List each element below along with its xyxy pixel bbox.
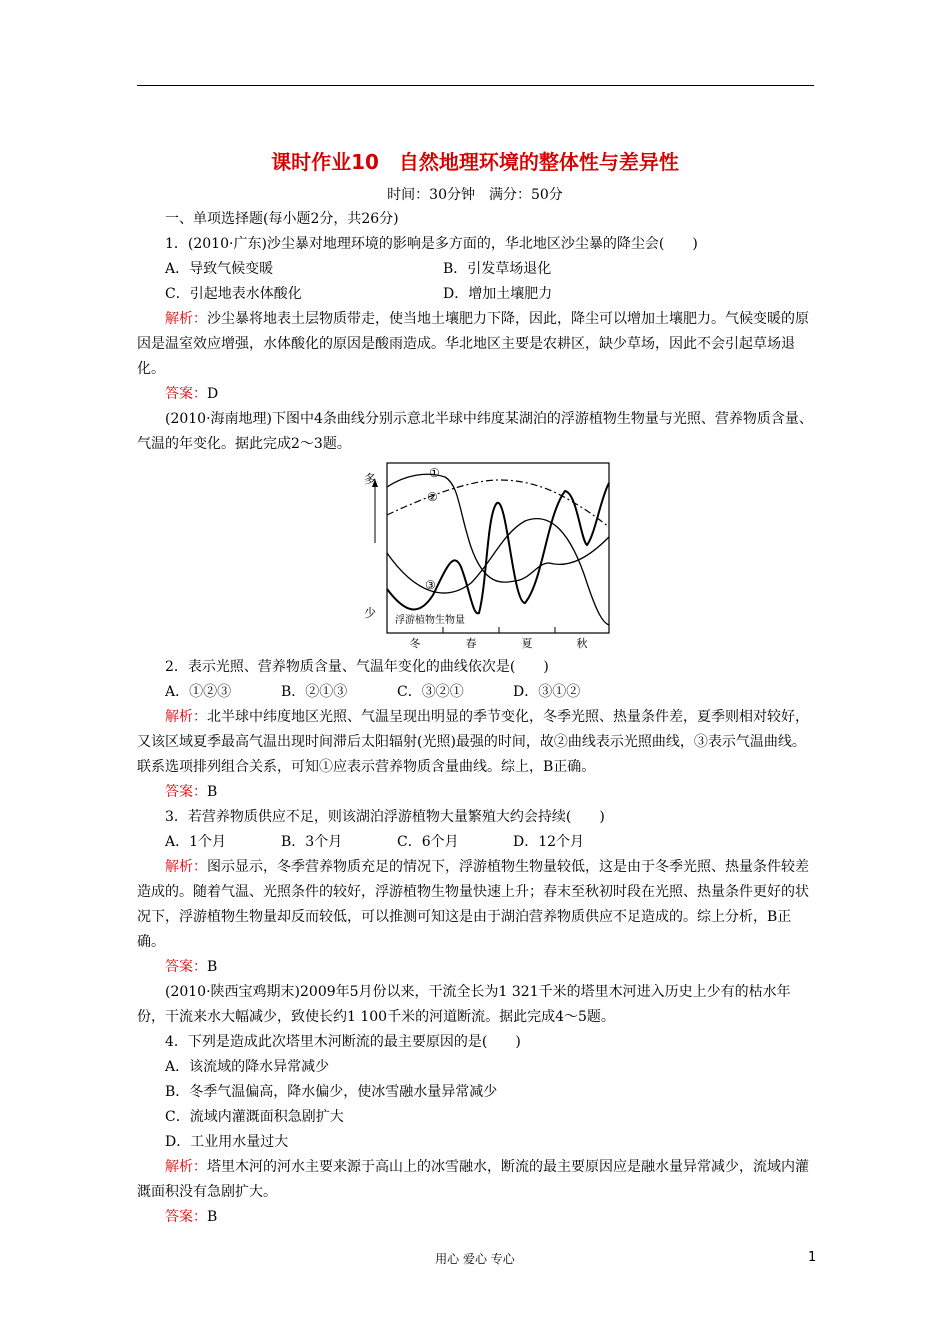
answer-value: B — [207, 959, 218, 975]
curve-3 — [387, 519, 609, 625]
question-1-options-row-1 — [137, 257, 814, 282]
curve-label-1: ① — [429, 466, 440, 480]
question-4-explanation — [137, 1155, 814, 1205]
question-2-options — [137, 680, 814, 705]
option-d: D．③①② — [513, 684, 581, 700]
option-b: B．3个月 — [281, 834, 343, 850]
page-title: 课时作业10 自然地理环境的整体性与差异性 — [271, 150, 679, 174]
explanation-label: 解析： — [165, 1159, 207, 1175]
option-a: A．导致气候变暖 — [165, 261, 274, 277]
option-b: B．②①③ — [281, 684, 348, 700]
question-3-stem: 3．若营养物质供应不足，则该湖泊浮游植物大量繁殖大约会持续( ) — [165, 809, 605, 825]
lake-curves-figure — [137, 457, 814, 655]
question-2-explanation — [137, 705, 814, 780]
y-label-less: 少 — [364, 606, 377, 620]
question-1-options-row-2 — [137, 282, 814, 307]
option-c: C．引起地表水体酸化 — [165, 286, 302, 302]
answer-label: 答案： — [165, 959, 207, 975]
page-footer: 用心 爱心 专心 — [435, 1252, 515, 1266]
explanation-label: 解析： — [165, 859, 207, 875]
option-a: A．该流域的降水异常减少 — [165, 1059, 330, 1075]
page-number: 1 — [808, 1250, 817, 1265]
explanation-text: 沙尘暴将地表土层物质带走，使当地土壤肥力下降，因此，降尘可以增加土壤肥力。气候变暖的原因是温室效应增强，水体酸化的原因是酸雨造成。华北地区主要是农耕区，缺少草场，因此不会引起草场退化。 — [137, 311, 809, 377]
question-2-stem: 2．表示光照、营养物质含量、气温年变化的曲线依次是( ) — [165, 659, 549, 675]
question-1-stem: 1．(2010·广东)沙尘暴对地理环境的影响是多方面的，华北地区沙尘暴的降尘会( ) — [165, 236, 698, 252]
explanation-text: 塔里木河的河水主要来源于高山上的冰雪融水，断流的最主要原因应是融水量异常减少，流域内灌溉面积没有急剧扩大。 — [137, 1159, 809, 1200]
option-c: C．流域内灌溉面积急剧扩大 — [165, 1109, 344, 1125]
answer-label: 答案： — [165, 784, 207, 800]
y-label-more: 多 — [364, 472, 377, 486]
answer-value: B — [207, 1209, 218, 1225]
curve-label-2: ② — [427, 490, 438, 504]
biomass-label: 浮游植物生物量 — [395, 615, 465, 626]
explanation-label: 解析： — [165, 709, 207, 725]
answer-value: B — [207, 784, 218, 800]
option-b: B．引发草场退化 — [443, 261, 552, 277]
question-4-5-stem: (2010·陕西宝鸡期末)2009年5月份以来，干流全长为1 321千米的塔里木河进入历史上少有的枯水年份，干流来水大幅减少，致使长约1 100千米的河道断流。据此完成4～5题。 — [137, 984, 791, 1025]
option-a: A．1个月 — [165, 834, 227, 850]
option-d: D．12个月 — [513, 834, 585, 850]
option-c: C．③②① — [397, 684, 464, 700]
answer-label: 答案： — [165, 386, 207, 402]
question-3-options — [137, 830, 814, 855]
question-3-answer — [137, 955, 814, 980]
option-b: B．冬季气温偏高，降水偏少，使冰雪融水量异常减少 — [165, 1084, 498, 1100]
explanation-text: 北半球中纬度地区光照、气温呈现出明显的季节变化，冬季光照、热量条件差，夏季则相对较好，又该区域夏季最高气温出现时间滞后太阳辐射(光照)最强的时间，故②曲线表示光照曲线，③表示气温曲线。联系选项排列组合关系，可知①应表示营养物质含量曲线。综上，B正确。 — [137, 709, 809, 775]
option-d: D．工业用水量过大 — [165, 1134, 289, 1150]
answer-value: D — [207, 386, 219, 402]
season-spring: 春 — [465, 637, 477, 650]
option-a: A．①②③ — [165, 684, 232, 700]
question-4-stem: 4．下列是造成此次塔里木河断流的最主要原因的是( ) — [165, 1034, 521, 1050]
explanation-label: 解析： — [165, 311, 207, 327]
time-score-line: 时间：30分钟 满分：50分 — [387, 187, 563, 203]
section-heading: 一、单项选择题(每小题2分，共26分) — [165, 211, 399, 227]
question-2-3-stem: (2010·海南地理)下图中4条曲线分别示意北半球中纬度某湖泊的浮游植物生物量与光照、营养物质含量、气温的年变化。据此完成2～3题。 — [137, 411, 813, 452]
question-3-explanation — [137, 855, 814, 955]
question-1-answer — [137, 382, 814, 407]
curve-label-3: ③ — [425, 578, 436, 592]
season-autumn: 秋 — [576, 637, 588, 650]
curves-diagram — [364, 463, 747, 650]
header-rule — [137, 85, 814, 86]
option-c: C．6个月 — [397, 834, 459, 850]
season-winter: 冬 — [409, 637, 421, 650]
question-1-explanation — [137, 307, 814, 382]
answer-label: 答案： — [165, 1209, 207, 1225]
curve-1 — [387, 474, 609, 582]
question-2-answer — [137, 780, 814, 805]
question-4-answer — [137, 1205, 814, 1230]
document-body — [137, 207, 814, 1230]
explanation-text: 图示显示，冬季营养物质充足的情况下，浮游植物生物量较低，这是由于冬季光照、热量条件较差造成的。随着气温、光照条件的较好，浮游植物生物量快速上升；春末至秋初时段在光照、热量条件更好的状况下，浮游植物生物量却反而较低，可以推测可知这是由于湖泊营养物质供应不足造成的。综上分析，B正确。 — [137, 859, 809, 950]
option-d: D．增加土壤肥力 — [443, 286, 553, 302]
season-summer: 夏 — [521, 637, 533, 650]
